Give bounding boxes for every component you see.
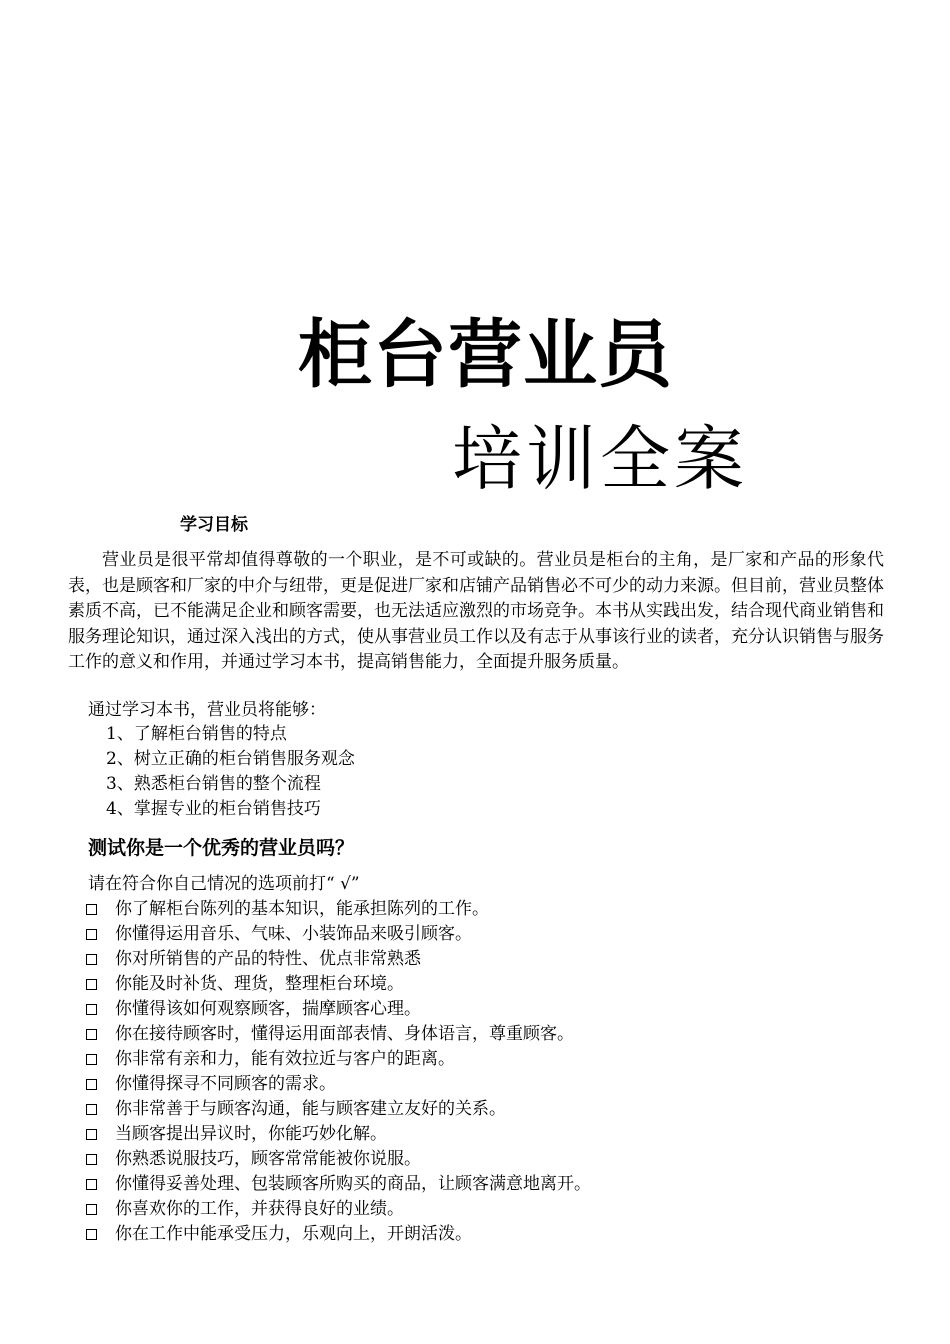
checklist-item-text: 你非常有亲和力，能有效拉近与客户的距离。 xyxy=(115,1049,455,1069)
document-title: 柜台营业员 xyxy=(298,312,673,398)
checklist-item xyxy=(86,997,591,1022)
checklist-item xyxy=(86,897,591,922)
goal-item: 4、掌握专业的柜台销售技巧 xyxy=(106,799,321,819)
goal-item: 1、了解柜台销售的特点 xyxy=(106,724,287,744)
goals-list xyxy=(106,722,355,822)
checklist-item-text: 你了解柜台陈列的基本知识，能承担陈列的工作。 xyxy=(115,899,489,919)
checkbox[interactable] xyxy=(86,1129,97,1140)
checkbox[interactable] xyxy=(86,979,97,990)
checkbox[interactable] xyxy=(86,1079,97,1090)
checklist-item xyxy=(86,1197,591,1222)
checkbox[interactable] xyxy=(86,1104,97,1115)
checklist-item-text: 你懂得探寻不同顾客的需求。 xyxy=(115,1074,336,1094)
checklist-item-text: 你懂得运用音乐、气味、小装饰品来吸引顾客。 xyxy=(115,924,472,944)
goal-item: 3、熟悉柜台销售的整个流程 xyxy=(106,774,321,794)
learning-goals-heading: 学习目标 xyxy=(180,515,248,535)
checkbox[interactable] xyxy=(86,1204,97,1215)
checkbox[interactable] xyxy=(86,1029,97,1040)
checklist-item xyxy=(86,1022,591,1047)
checklist-item-text: 你喜欢你的工作，并获得良好的业绩。 xyxy=(115,1199,404,1219)
checklist-item xyxy=(86,1097,591,1122)
checklist-item xyxy=(86,1172,591,1197)
goal-item: 2、树立正确的柜台销售服务观念 xyxy=(106,749,355,769)
checklist-item-text: 你熟悉说服技巧，顾客常常能被你说服。 xyxy=(115,1149,421,1169)
checklist-item-text: 你能及时补货、理货，整理柜台环境。 xyxy=(115,974,404,994)
checkbox[interactable] xyxy=(86,1004,97,1015)
quiz-heading: 测试你是一个优秀的营业员吗？ xyxy=(88,837,355,859)
checklist-item xyxy=(86,1047,591,1072)
checklist-item-text: 你在接待顾客时，懂得运用面部表情、身体语言，尊重顾客。 xyxy=(115,1024,574,1044)
checkbox[interactable] xyxy=(86,954,97,965)
checklist-item-text: 你非常善于与顾客沟通，能与顾客建立友好的关系。 xyxy=(115,1099,506,1119)
checkbox[interactable] xyxy=(86,1054,97,1065)
intro-paragraph: 营业员是很平常却值得尊敬的一个职业，是不可或缺的。营业员是柜台的主角，是厂家和产品的形象代表，也是顾客和厂家的中介与纽带，更是促进厂家和店铺产品销售必不可少的动力来源。但目前，营业员整体素质不高，已不能满足企业和顾客需要，也无法适应激烈的市场竞争。本书从实践出发，结合现代商业销售和服务理论知识，通过深入浅出的方式，使从事营业员工作以及有志于从事该行业的读者，充分认识销售与服务工作的意义和作用，并通过学习本书，提高销售能力，全面提升服务质量。 xyxy=(68,550,884,672)
checklist-item xyxy=(86,1072,591,1097)
checklist-item-text: 你在工作中能承受压力，乐观向上，开朗活泼。 xyxy=(115,1224,472,1244)
checkbox[interactable] xyxy=(86,1229,97,1240)
goals-lead-sentence: 通过学习本书，营业员将能够： xyxy=(88,700,326,720)
checklist-item xyxy=(86,972,591,997)
checklist-item-text: 你对所销售的产品的特性、优点非常熟悉 xyxy=(115,949,421,969)
checkbox[interactable] xyxy=(86,904,97,915)
checkbox[interactable] xyxy=(86,1179,97,1190)
checklist-item xyxy=(86,1122,591,1147)
document-subtitle: 培训全案 xyxy=(452,418,748,500)
checkbox[interactable] xyxy=(86,929,97,940)
checklist-item-text: 当顾客提出异议时，你能巧妙化解。 xyxy=(115,1124,387,1144)
checkbox[interactable] xyxy=(86,1154,97,1165)
checklist-item xyxy=(86,922,591,947)
checklist-item xyxy=(86,1222,591,1247)
checklist-item-text: 你懂得该如何观察顾客，揣摩顾客心理。 xyxy=(115,999,421,1019)
checklist-item xyxy=(86,1147,591,1172)
checklist-item xyxy=(86,947,591,972)
quiz-instruction: 请在符合你自己情况的选项前打“ √” xyxy=(88,874,360,894)
quiz-checklist xyxy=(86,897,591,1247)
checklist-item-text: 你懂得妥善处理、包装顾客所购买的商品，让顾客满意地离开。 xyxy=(115,1174,591,1194)
